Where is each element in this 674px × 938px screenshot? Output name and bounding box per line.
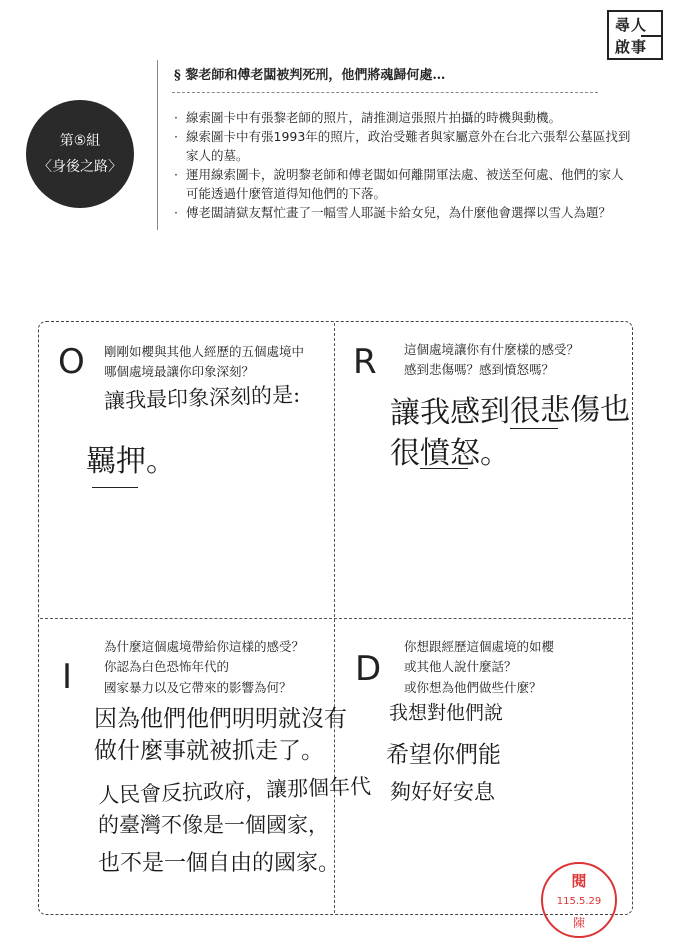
letter-r: R <box>353 342 377 382</box>
instruction-item: · 線索圖卡中有張1993年的照片，政治受難者與家屬意外在台北六張犁公墓區找到 家人的墓。 <box>174 127 644 165</box>
answer-r-line1: 讓我感到很悲傷也 <box>389 391 631 432</box>
logo <box>607 10 663 60</box>
question-r-line1: 這個處境讓你有什麼樣的感受？ <box>404 342 580 357</box>
question-o-line2: 哪個處境最讓你印象深刻？ <box>104 364 255 379</box>
answer-i-line3: 人民會反抗政府，讓那個年代 <box>97 774 372 808</box>
question-r-line2: 感到悲傷嗎？感到憤怒嗎？ <box>404 362 555 377</box>
question-i-line1: 為什麼這個處境帶給你這樣的感受？ <box>104 639 305 654</box>
review-stamp <box>541 862 617 938</box>
underline-r2 <box>420 468 468 469</box>
answer-r-line2: 很憤怒。 <box>390 436 510 471</box>
answer-i-line2: 做什麼事就被抓走了。 <box>94 738 324 764</box>
divider-dashed <box>172 92 598 93</box>
letter-d: D <box>355 649 382 689</box>
question-d-line2: 或其他人說什麼話？ <box>404 659 517 674</box>
instruction-list <box>174 108 644 222</box>
instruction-item: · 運用線索圖卡，說明黎老師和傅老闆如何離開軍法處、被送至何處、他們的家人 可能透過什麼管道得知他們的下落。 <box>174 165 644 203</box>
group-badge <box>26 100 134 208</box>
answer-o-line1: 讓我最印象深刻的是: <box>103 382 301 414</box>
answer-i-line1: 因為他們他們明明就沒有 <box>94 706 347 732</box>
letter-i: I <box>62 657 73 697</box>
answer-d-line3: 夠好好安息 <box>390 780 495 804</box>
question-i-line2: 你認為白色恐怖年代的 <box>104 659 230 674</box>
divider-vertical <box>157 60 158 230</box>
stamp-name: 陳 <box>572 916 585 930</box>
answer-i-line5: 也不是一個自由的國家。 <box>98 851 341 876</box>
question-i-line3: 國家暴力以及它帶來的影響為何？ <box>104 680 292 695</box>
instruction-item: · 傅老闆請獄友幫忙畫了一幅雪人耶誕卡給女兒，為什麼他會選擇以雪人為題？ <box>174 203 644 222</box>
group-number: 第⑤組 <box>59 133 101 149</box>
letter-o: O <box>58 342 85 382</box>
answer-d-line1: 我想對他們說 <box>389 702 504 724</box>
group-title: 〈身後之路〉 <box>38 159 122 175</box>
question-o-line1: 剛剛如櫻與其他人經歷的五個處境中 <box>104 344 305 359</box>
question-d-line3: 或你想為他們做些什麼？ <box>404 680 542 695</box>
section-headline: § 黎老師和傅老闆被判死刑，他們將魂歸何處… <box>174 68 446 83</box>
underline-o <box>92 487 138 488</box>
answer-o-line2: 羈押。 <box>86 444 176 479</box>
frame-divider-horizontal <box>40 618 631 619</box>
logo-line1: 尋人 <box>615 16 648 34</box>
stamp-title: 閱 <box>571 872 587 890</box>
answer-i-line4: 的臺灣不像是一個國家， <box>98 813 329 837</box>
answer-d-line2: 希望你們能 <box>386 742 501 768</box>
instruction-item: · 線索圖卡中有張黎老師的照片，請推測這張照片拍攝的時機與動機。 <box>174 108 644 127</box>
stamp-date: 115.5.29 <box>556 896 602 907</box>
underline-r1 <box>510 428 558 429</box>
logo-line2: 啟事 <box>615 38 648 56</box>
question-d-line1: 你想跟經歷這個處境的如櫻 <box>404 639 555 654</box>
